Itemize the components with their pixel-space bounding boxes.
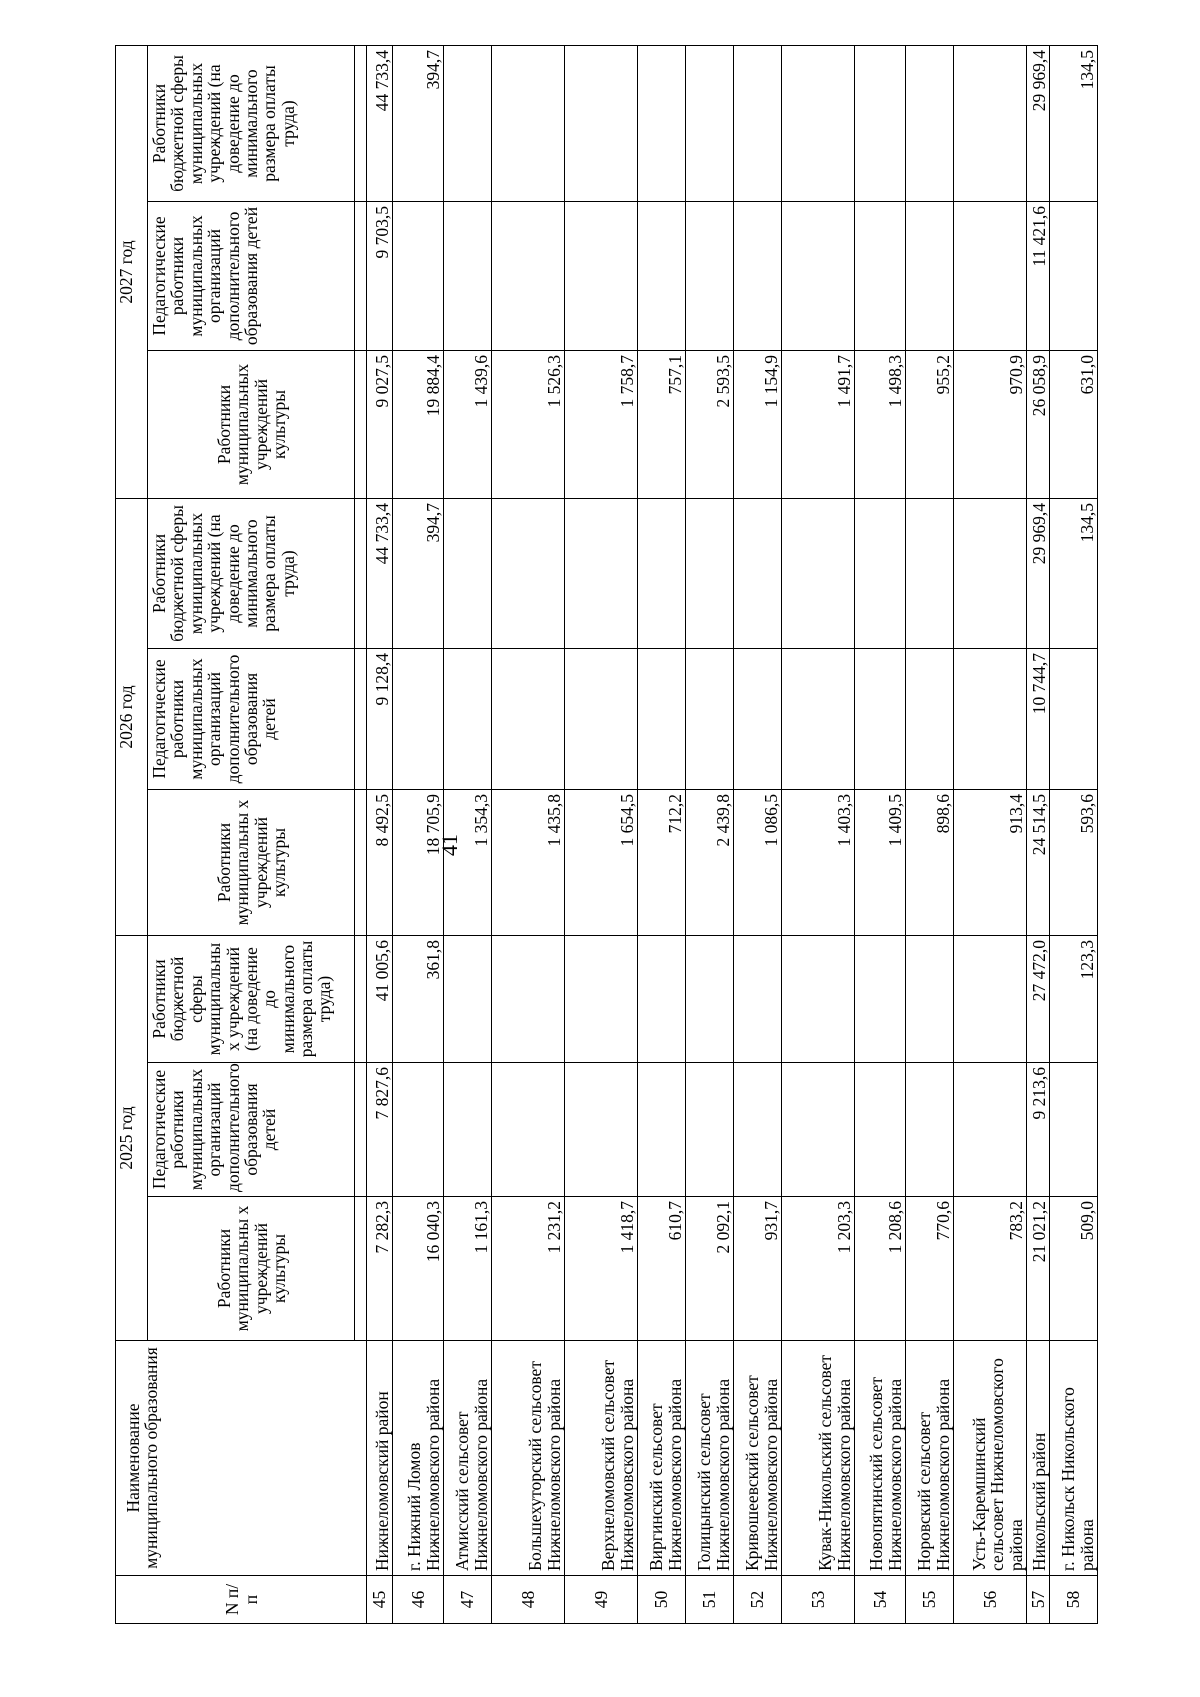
value-cell <box>565 499 638 649</box>
municipality-name: Новопятинский сельсовет Нижнеломовского района <box>855 1341 906 1576</box>
value-cell <box>954 499 1027 649</box>
row-number: 46 <box>393 1576 444 1624</box>
value-cell <box>782 649 855 790</box>
value-cell <box>855 649 906 790</box>
header-spacer <box>355 790 367 936</box>
value-cell <box>638 499 686 649</box>
value-cell <box>906 499 954 649</box>
value-cell <box>734 46 782 202</box>
value-cell: 26 058,9 <box>1027 351 1050 499</box>
value-cell <box>782 499 855 649</box>
header-spacer <box>355 1197 367 1341</box>
table-row <box>492 46 565 1624</box>
value-cell: 9 027,5 <box>367 351 393 499</box>
budget-table <box>115 45 1098 1624</box>
value-cell <box>444 936 492 1063</box>
header-spacer <box>355 936 367 1063</box>
value-cell: 21 021,2 <box>1027 1197 1050 1341</box>
value-cell <box>954 1063 1027 1197</box>
municipality-name: Норовский сельсовет Нижнеломовского района <box>906 1341 954 1576</box>
value-cell: 394,7 <box>393 46 444 202</box>
table-body <box>367 46 1098 1624</box>
value-cell: 712,2 <box>638 790 686 936</box>
table-row <box>1050 46 1098 1624</box>
value-cell: 10 744,7 <box>1027 649 1050 790</box>
header-spacer <box>355 1063 367 1197</box>
value-cell <box>782 1063 855 1197</box>
value-cell <box>906 649 954 790</box>
value-cell <box>444 499 492 649</box>
row-number: 53 <box>782 1576 855 1624</box>
municipality-name: Кувак-Никольский сельсовет Нижнеломовского района <box>782 1341 855 1576</box>
value-cell <box>638 649 686 790</box>
value-cell: 1 654,5 <box>565 790 638 936</box>
value-cell: 1 418,7 <box>565 1197 638 1341</box>
value-cell <box>734 649 782 790</box>
value-cell: 610,7 <box>638 1197 686 1341</box>
value-cell <box>906 202 954 351</box>
value-cell: 783,2 <box>954 1197 1027 1341</box>
header-budget-2026: Работники бюджетной сферы муниципальных учреждений (на доведение до минимального размера оплаты труда) <box>148 499 355 649</box>
page-number: 41 <box>437 834 462 856</box>
value-cell <box>638 936 686 1063</box>
header-culture-2025: Работники муниципальны х учреждений культуры <box>148 1197 355 1341</box>
row-number: 58 <box>1050 1576 1098 1624</box>
value-cell: 9 128,4 <box>367 649 393 790</box>
value-cell <box>686 649 734 790</box>
value-cell: 41 005,6 <box>367 936 393 1063</box>
value-cell <box>734 936 782 1063</box>
value-cell: 123,3 <box>1050 936 1098 1063</box>
value-cell: 913,4 <box>954 790 1027 936</box>
value-cell: 134,5 <box>1050 46 1098 202</box>
row-number: 50 <box>638 1576 686 1624</box>
table-row <box>855 46 906 1624</box>
municipality-name: Усть-Каремшинский сельсовет Нижнеломовского района <box>954 1341 1027 1576</box>
value-cell: 1 403,3 <box>782 790 855 936</box>
value-cell <box>855 499 906 649</box>
value-cell: 2 092,1 <box>686 1197 734 1341</box>
value-cell: 8 492,5 <box>367 790 393 936</box>
value-cell: 1 409,5 <box>855 790 906 936</box>
value-cell <box>906 936 954 1063</box>
value-cell: 7 282,3 <box>367 1197 393 1341</box>
value-cell <box>492 202 565 351</box>
header-pedagog-2026: Педагогические работники муниципальных организаций дополнительного образования детей <box>148 649 355 790</box>
value-cell: 9 213,6 <box>1027 1063 1050 1197</box>
header-pedagog-2025: Педагогические работники муниципальных организаций дополнительного образования детей <box>148 1063 355 1197</box>
value-cell <box>444 202 492 351</box>
value-cell <box>492 1063 565 1197</box>
value-cell: 1 208,6 <box>855 1197 906 1341</box>
value-cell: 770,6 <box>906 1197 954 1341</box>
value-cell <box>782 202 855 351</box>
value-cell <box>444 1063 492 1197</box>
value-cell <box>734 1063 782 1197</box>
table-row <box>686 46 734 1624</box>
value-cell: 955,2 <box>906 351 954 499</box>
row-number: 54 <box>855 1576 906 1624</box>
value-cell <box>855 46 906 202</box>
value-cell: 1 758,7 <box>565 351 638 499</box>
value-cell: 19 884,4 <box>393 351 444 499</box>
table-row <box>1027 46 1050 1624</box>
row-number: 49 <box>565 1576 638 1624</box>
value-cell: 1 526,3 <box>492 351 565 499</box>
municipality-name: г. Никольск Никольского района <box>1050 1341 1098 1576</box>
value-cell: 44 733,4 <box>367 46 393 202</box>
value-cell <box>444 649 492 790</box>
value-cell <box>492 649 565 790</box>
value-cell: 24 514,5 <box>1027 790 1050 936</box>
value-cell: 2 593,5 <box>686 351 734 499</box>
value-cell: 970,9 <box>954 351 1027 499</box>
header-spacer <box>355 46 367 202</box>
value-cell: 898,6 <box>906 790 954 936</box>
header-pedagog-2027: Педагогические работники муниципальных организаций дополнительного образования детей <box>148 202 355 351</box>
value-cell <box>782 46 855 202</box>
value-cell <box>492 936 565 1063</box>
value-cell: 593,6 <box>1050 790 1098 936</box>
municipality-name: Виргинский сельсовет Нижнеломовского района <box>638 1341 686 1576</box>
rotated-table-wrapper <box>115 46 1097 1624</box>
value-cell: 509,0 <box>1050 1197 1098 1341</box>
table-row <box>367 46 393 1624</box>
value-cell <box>954 46 1027 202</box>
value-cell <box>1050 202 1098 351</box>
value-cell <box>734 202 782 351</box>
value-cell <box>686 499 734 649</box>
municipality-name: Большехуторский сельсовет Нижнеломовского района <box>492 1341 565 1576</box>
row-number: 51 <box>686 1576 734 1624</box>
table-row <box>393 46 444 1624</box>
row-number: 52 <box>734 1576 782 1624</box>
table-row <box>954 46 1027 1624</box>
value-cell: 1 439,6 <box>444 351 492 499</box>
value-cell <box>686 936 734 1063</box>
header-budget-2027: Работники бюджетной сферы муниципальных учреждений (на доведение до минимального размера оплаты труда) <box>148 46 355 202</box>
value-cell: 16 040,3 <box>393 1197 444 1341</box>
municipality-name: Атмисский сельсовет Нижнеломовского района <box>444 1341 492 1576</box>
value-cell <box>638 46 686 202</box>
table-row <box>734 46 782 1624</box>
value-cell <box>686 1063 734 1197</box>
value-cell: 394,7 <box>393 499 444 649</box>
value-cell: 1 161,3 <box>444 1197 492 1341</box>
value-cell <box>1050 649 1098 790</box>
value-cell: 1 491,7 <box>782 351 855 499</box>
table-row <box>444 46 492 1624</box>
table-row <box>565 46 638 1624</box>
value-cell <box>855 936 906 1063</box>
value-cell: 27 472,0 <box>1027 936 1050 1063</box>
value-cell <box>565 936 638 1063</box>
value-cell <box>734 499 782 649</box>
table-row <box>906 46 954 1624</box>
value-cell <box>906 1063 954 1197</box>
header-spacer <box>355 499 367 649</box>
value-cell: 7 827,6 <box>367 1063 393 1197</box>
row-number: 55 <box>906 1576 954 1624</box>
row-number: 45 <box>367 1576 393 1624</box>
value-cell <box>444 46 492 202</box>
value-cell <box>393 1063 444 1197</box>
row-number: 47 <box>444 1576 492 1624</box>
value-cell: 631,0 <box>1050 351 1098 499</box>
municipality-name: Никольский район <box>1027 1341 1050 1576</box>
value-cell <box>906 46 954 202</box>
value-cell: 361,8 <box>393 936 444 1063</box>
value-cell <box>954 649 1027 790</box>
value-cell <box>855 202 906 351</box>
value-cell: 1 203,3 <box>782 1197 855 1341</box>
value-cell: 1 435,8 <box>492 790 565 936</box>
value-cell <box>565 1063 638 1197</box>
value-cell <box>782 936 855 1063</box>
value-cell <box>393 649 444 790</box>
value-cell <box>954 202 1027 351</box>
value-cell: 1 231,2 <box>492 1197 565 1341</box>
value-cell <box>954 936 1027 1063</box>
header-number: N п/п <box>116 1576 367 1624</box>
header-municipality: Наименование муниципального образования <box>116 1341 367 1576</box>
header-culture-2026: Работники муниципальны х учреждений культуры <box>148 790 355 936</box>
value-cell <box>686 46 734 202</box>
value-cell <box>638 202 686 351</box>
municipality-name: Верхнеломовский сельсовет Нижнеломовского района <box>565 1341 638 1576</box>
value-cell <box>1050 1063 1098 1197</box>
value-cell: 1 498,3 <box>855 351 906 499</box>
value-cell: 29 969,4 <box>1027 46 1050 202</box>
value-cell <box>565 649 638 790</box>
value-cell <box>686 202 734 351</box>
value-cell <box>565 46 638 202</box>
municipality-name: г. Нижний Ломов Нижнеломовского района <box>393 1341 444 1576</box>
value-cell <box>855 1063 906 1197</box>
value-cell: 757,1 <box>638 351 686 499</box>
header-spacer <box>355 649 367 790</box>
row-number: 56 <box>954 1576 1027 1624</box>
value-cell <box>492 499 565 649</box>
value-cell <box>492 46 565 202</box>
value-cell: 11 421,6 <box>1027 202 1050 351</box>
row-number: 48 <box>492 1576 565 1624</box>
header-culture-2027: Работники муниципальных учреждений культуры <box>148 351 355 499</box>
value-cell: 18 705,9 <box>393 790 444 936</box>
header-spacer <box>355 202 367 351</box>
municipality-name: Нижнеломовский район <box>367 1341 393 1576</box>
table-row <box>638 46 686 1624</box>
header-year-2025: 2025 год <box>116 936 148 1341</box>
municipality-name: Кривошеевский сельсовет Нижнеломовского района <box>734 1341 782 1576</box>
value-cell: 44 733,4 <box>367 499 393 649</box>
value-cell: 1 354,3 <box>444 790 492 936</box>
value-cell <box>393 202 444 351</box>
row-number: 57 <box>1027 1576 1050 1624</box>
header-year-2026: 2026 год <box>116 499 148 936</box>
value-cell: 134,5 <box>1050 499 1098 649</box>
value-cell <box>638 1063 686 1197</box>
municipality-name: Голицынский сельсовет Нижнеломовского района <box>686 1341 734 1576</box>
value-cell: 9 703,5 <box>367 202 393 351</box>
header-year-2027: 2027 год <box>116 46 148 499</box>
value-cell: 29 969,4 <box>1027 499 1050 649</box>
value-cell: 931,7 <box>734 1197 782 1341</box>
header-budget-2025: Работники бюджетной сферы муниципальны х учреждений (на доведение до минимального размера оплаты труда) <box>148 936 355 1063</box>
header-spacer <box>355 351 367 499</box>
value-cell: 1 086,5 <box>734 790 782 936</box>
value-cell: 2 439,8 <box>686 790 734 936</box>
table-row <box>782 46 855 1624</box>
value-cell: 1 154,9 <box>734 351 782 499</box>
value-cell <box>565 202 638 351</box>
